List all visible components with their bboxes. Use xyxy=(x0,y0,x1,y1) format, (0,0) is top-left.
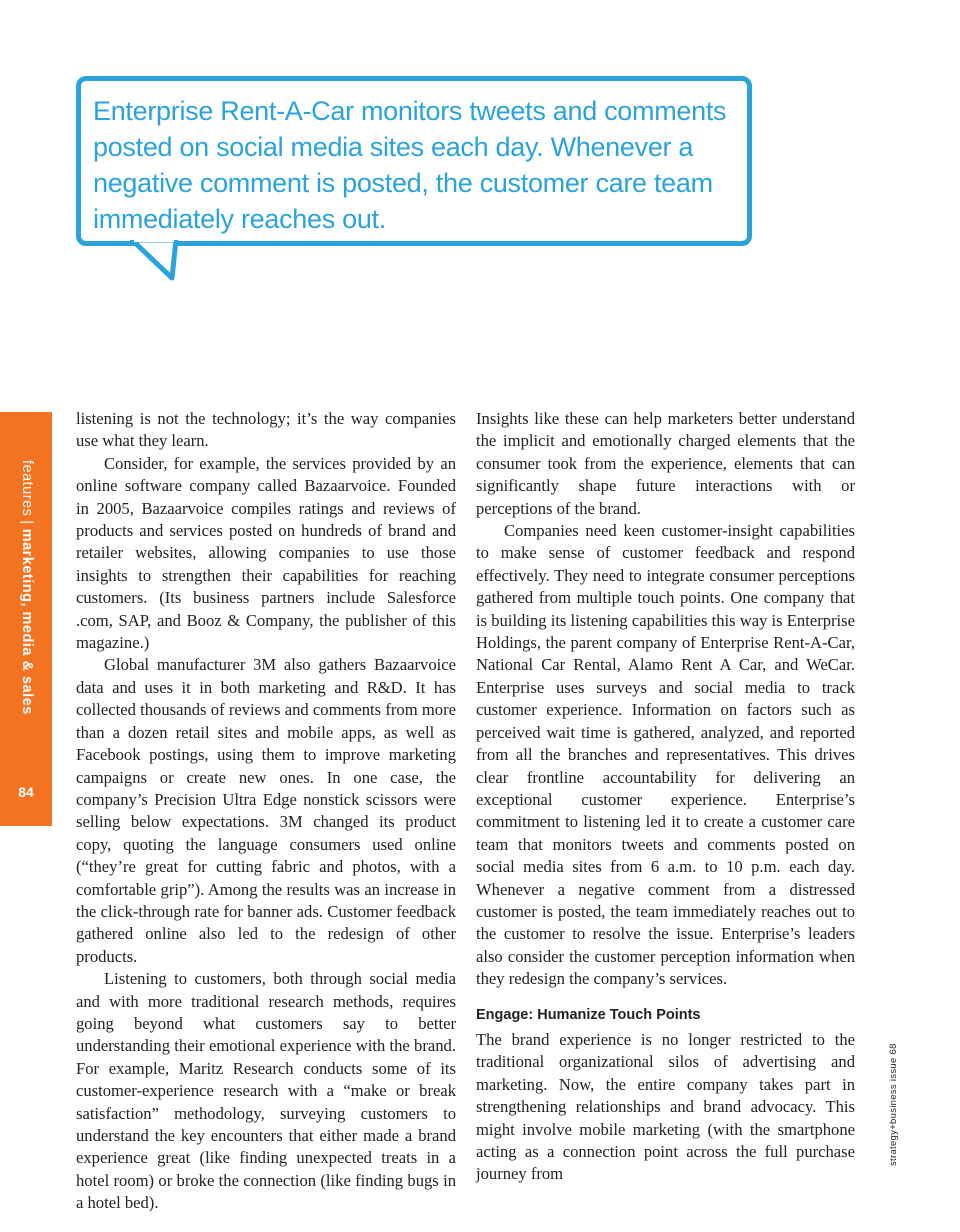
paragraph: Consider, for example, the services provided by an online software company called Bazaarvoice. Founded in 2005, Bazaarvoice compiles ratings and reviews of products and services posted on hundreds of brand and retailer websites, allowing companies to use those insights to strengthen their capabilities for reaching customers. (Its business partners include Salesforce .com, SAP, and Booz & Company, the publisher of this magazine.) xyxy=(76,453,456,653)
pull-quote-text: Enterprise Rent-A-Car monitors tweets and comments posted on social media sites each day. Whenever a negative comment is posted, the customer care team immediately reaches out. xyxy=(93,96,727,234)
callout-tail-icon xyxy=(130,240,190,284)
paragraph: Companies need keen customer-insight capabilities to make sense of customer feedback and respond effectively. They need to integrate consumer perceptions gathered from multiple touch points. One company that is building its listening capabilities this way is Enterprise Holdings, the parent company of Enterprise Rent-A-Car, National Car Rental, Alamo Rent A Car, and WeCar. Enterprise uses surveys and social media to track customer experience. Information on factors such as perceived wait time is gathered, analyzed, and reported from all the branches and representatives. This drives clear frontline accountability for delivering an exceptional customer experience. Enterprise’s commitment to listening led it to create a customer care team that monitors tweets and comments posted on social media sites from 6 a.m. to 10 p.m. each day. Whenever a negative comment from a distressed customer is posted, the team immediately reaches out to the customer to resolve the issue. Enterprise’s leaders also consider the customer perception information when they redesign the company’s services. xyxy=(476,521,855,989)
left-column xyxy=(76,408,456,1215)
paragraph: The brand experience is no longer restricted to the traditional organizational silos of advertising and marketing. Now, the entire company takes part in strengthening relationships and brand advocacy. This might involve mobile marketing (with the smartphone acting as a connection point across the full purchase journey from xyxy=(476,1029,855,1184)
paragraph: Listening to customers, both through social media and with more traditional research methods, requires going beyond what customers say to better understanding their emotional experience with the brand. For example, Maritz Research conducts some of its customer-experience research with a “make or break satisfaction” methodology, surveying customers to understand the key encounters that either made a brand experience great (like finding unexpected treats in a hotel room) or broke the connection (like finding bugs in a hotel bed). xyxy=(76,969,456,1213)
section-topic: marketing, media & sales xyxy=(19,528,35,715)
issue-label-text: strategy+business issue 68 xyxy=(888,1043,899,1166)
page-number: 84 xyxy=(18,784,34,800)
paragraph: listening is not the technology; it’s the way companies use what they learn. xyxy=(76,409,456,451)
section-name: features xyxy=(19,460,35,517)
pull-quote-callout xyxy=(76,76,752,246)
paragraph: Insights like these can help marketers better understand the implicit and emotionally charged elements that the consumer took from the experience, elements that can significantly shape future interactions with or perceptions of the brand. xyxy=(476,409,855,518)
paragraph: Global manufacturer 3M also gathers Bazaarvoice data and uses it in both marketing and R&D. It has collected thousands of reviews and comments from more than a dozen retail sites and mobile apps, as well as Facebook postings, using them to improve marketing campaigns or create new ones. In one case, the company’s Precision Ultra Edge nonstick scissors were selling below expectations. 3M changed its product copy, quoting the language consumers used online (“they’re great for cutting fabric and photos, with a comfortable grip”). Among the results was an increase in the click-through rate for banner ads. Customer feedback gathered online also led to the redesign of other products. xyxy=(76,655,456,966)
section-divider: | xyxy=(19,520,35,525)
section-heading: Engage: Humanize Touch Points xyxy=(476,1006,701,1023)
right-column xyxy=(476,408,855,1186)
